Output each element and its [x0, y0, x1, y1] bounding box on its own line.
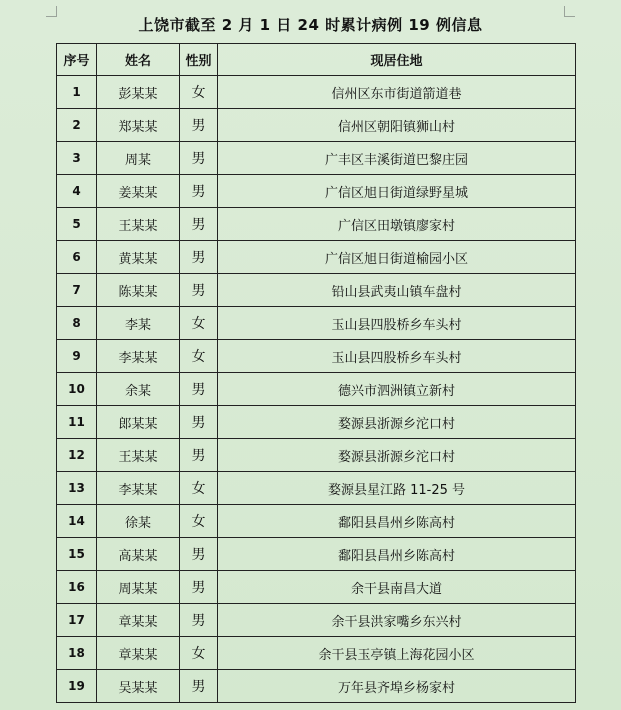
- cell-gender: 女: [180, 76, 218, 109]
- cell-gender: 男: [180, 208, 218, 241]
- table-row: [57, 604, 576, 637]
- table-row: [57, 406, 576, 439]
- table-row: [57, 439, 576, 472]
- cell-name: 周某: [97, 142, 180, 175]
- cell-name: 郑某某: [97, 109, 180, 142]
- cell-serial-number: 15: [57, 538, 97, 571]
- cell-name: 李某某: [97, 472, 180, 505]
- cell-serial-number: 17: [57, 604, 97, 637]
- table-row: [57, 274, 576, 307]
- cell-name: 章某某: [97, 604, 180, 637]
- cell-serial-number: 2: [57, 109, 97, 142]
- cell-address: 婺源县浙源乡沱口村: [218, 406, 576, 439]
- table-row: [57, 670, 576, 703]
- cell-gender: 男: [180, 406, 218, 439]
- table-row: [57, 241, 576, 274]
- table-row: [57, 373, 576, 406]
- cell-address: 信州区朝阳镇狮山村: [218, 109, 576, 142]
- cell-address: 鄱阳县昌州乡陈高村: [218, 538, 576, 571]
- cell-name: 郎某某: [97, 406, 180, 439]
- cell-gender: 男: [180, 373, 218, 406]
- cell-serial-number: 1: [57, 76, 97, 109]
- table-row: [57, 505, 576, 538]
- table-row: [57, 637, 576, 670]
- cell-name: 徐某: [97, 505, 180, 538]
- header-gender: 性别: [180, 44, 218, 76]
- header-address: 现居住地: [218, 44, 576, 76]
- cell-gender: 男: [180, 241, 218, 274]
- cell-name: 章某某: [97, 637, 180, 670]
- cell-name: 王某某: [97, 208, 180, 241]
- cell-address: 广信区旭日街道绿野星城: [218, 175, 576, 208]
- cell-gender: 女: [180, 505, 218, 538]
- cell-address: 婺源县浙源乡沱口村: [218, 439, 576, 472]
- cell-serial-number: 10: [57, 373, 97, 406]
- cell-gender: 女: [180, 307, 218, 340]
- cell-address: 婺源县星江路 11-25 号: [218, 472, 576, 505]
- cell-serial-number: 19: [57, 670, 97, 703]
- document-title: 上饶市截至 2 月 1 日 24 时累计病例 19 例信息: [138, 16, 483, 34]
- cell-serial-number: 9: [57, 340, 97, 373]
- cell-address: 万年县齐埠乡杨家村: [218, 670, 576, 703]
- cell-serial-number: 4: [57, 175, 97, 208]
- cell-gender: 女: [180, 637, 218, 670]
- cell-address: 鄱阳县昌州乡陈高村: [218, 505, 576, 538]
- table-header-row: [57, 44, 576, 76]
- cell-name: 李某某: [97, 340, 180, 373]
- cell-serial-number: 3: [57, 142, 97, 175]
- cell-name: 吴某某: [97, 670, 180, 703]
- cell-name: 周某某: [97, 571, 180, 604]
- cell-address: 玉山县四股桥乡车头村: [218, 307, 576, 340]
- cell-address: 余干县南昌大道: [218, 571, 576, 604]
- cell-name: 李某: [97, 307, 180, 340]
- cell-address: 余干县玉亭镇上海花园小区: [218, 637, 576, 670]
- cell-address: 德兴市泗洲镇立新村: [218, 373, 576, 406]
- cell-name: 黄某某: [97, 241, 180, 274]
- cell-address: 铅山县武夷山镇车盘村: [218, 274, 576, 307]
- cell-serial-number: 16: [57, 571, 97, 604]
- cell-address: 广丰区丰溪街道巴黎庄园: [218, 142, 576, 175]
- cell-serial-number: 6: [57, 241, 97, 274]
- table-row: [57, 307, 576, 340]
- cell-address: 玉山县四股桥乡车头村: [218, 340, 576, 373]
- cell-gender: 男: [180, 604, 218, 637]
- table-row: [57, 109, 576, 142]
- header-name: 姓名: [97, 44, 180, 76]
- cell-name: 彭某某: [97, 76, 180, 109]
- cell-name: 陈某某: [97, 274, 180, 307]
- cell-serial-number: 8: [57, 307, 97, 340]
- cell-serial-number: 7: [57, 274, 97, 307]
- cell-gender: 女: [180, 340, 218, 373]
- table-body: [57, 76, 576, 703]
- table-row: [57, 142, 576, 175]
- cell-name: 姜某某: [97, 175, 180, 208]
- cell-gender: 男: [180, 571, 218, 604]
- cell-address: 广信区田墩镇廖家村: [218, 208, 576, 241]
- cell-gender: 男: [180, 274, 218, 307]
- cell-address: 广信区旭日街道榆园小区: [218, 241, 576, 274]
- table-row: [57, 208, 576, 241]
- cell-name: 余某: [97, 373, 180, 406]
- cell-serial-number: 13: [57, 472, 97, 505]
- cell-name: 高某某: [97, 538, 180, 571]
- cell-gender: 男: [180, 175, 218, 208]
- cell-gender: 男: [180, 109, 218, 142]
- cell-serial-number: 14: [57, 505, 97, 538]
- cell-gender: 男: [180, 142, 218, 175]
- table-row: [57, 76, 576, 109]
- header-serial-number: 序号: [57, 44, 97, 76]
- table-row: [57, 538, 576, 571]
- table-row: [57, 340, 576, 373]
- cell-serial-number: 11: [57, 406, 97, 439]
- cell-gender: 男: [180, 670, 218, 703]
- cell-name: 王某某: [97, 439, 180, 472]
- case-table: [56, 43, 576, 703]
- cell-address: 信州区东市街道箭道巷: [218, 76, 576, 109]
- cell-address: 余干县洪家嘴乡东兴村: [218, 604, 576, 637]
- cell-gender: 女: [180, 472, 218, 505]
- cell-serial-number: 18: [57, 637, 97, 670]
- cell-serial-number: 12: [57, 439, 97, 472]
- cell-gender: 男: [180, 439, 218, 472]
- table-row: [57, 571, 576, 604]
- cell-gender: 男: [180, 538, 218, 571]
- table-row: [57, 175, 576, 208]
- table-row: [57, 472, 576, 505]
- cell-serial-number: 5: [57, 208, 97, 241]
